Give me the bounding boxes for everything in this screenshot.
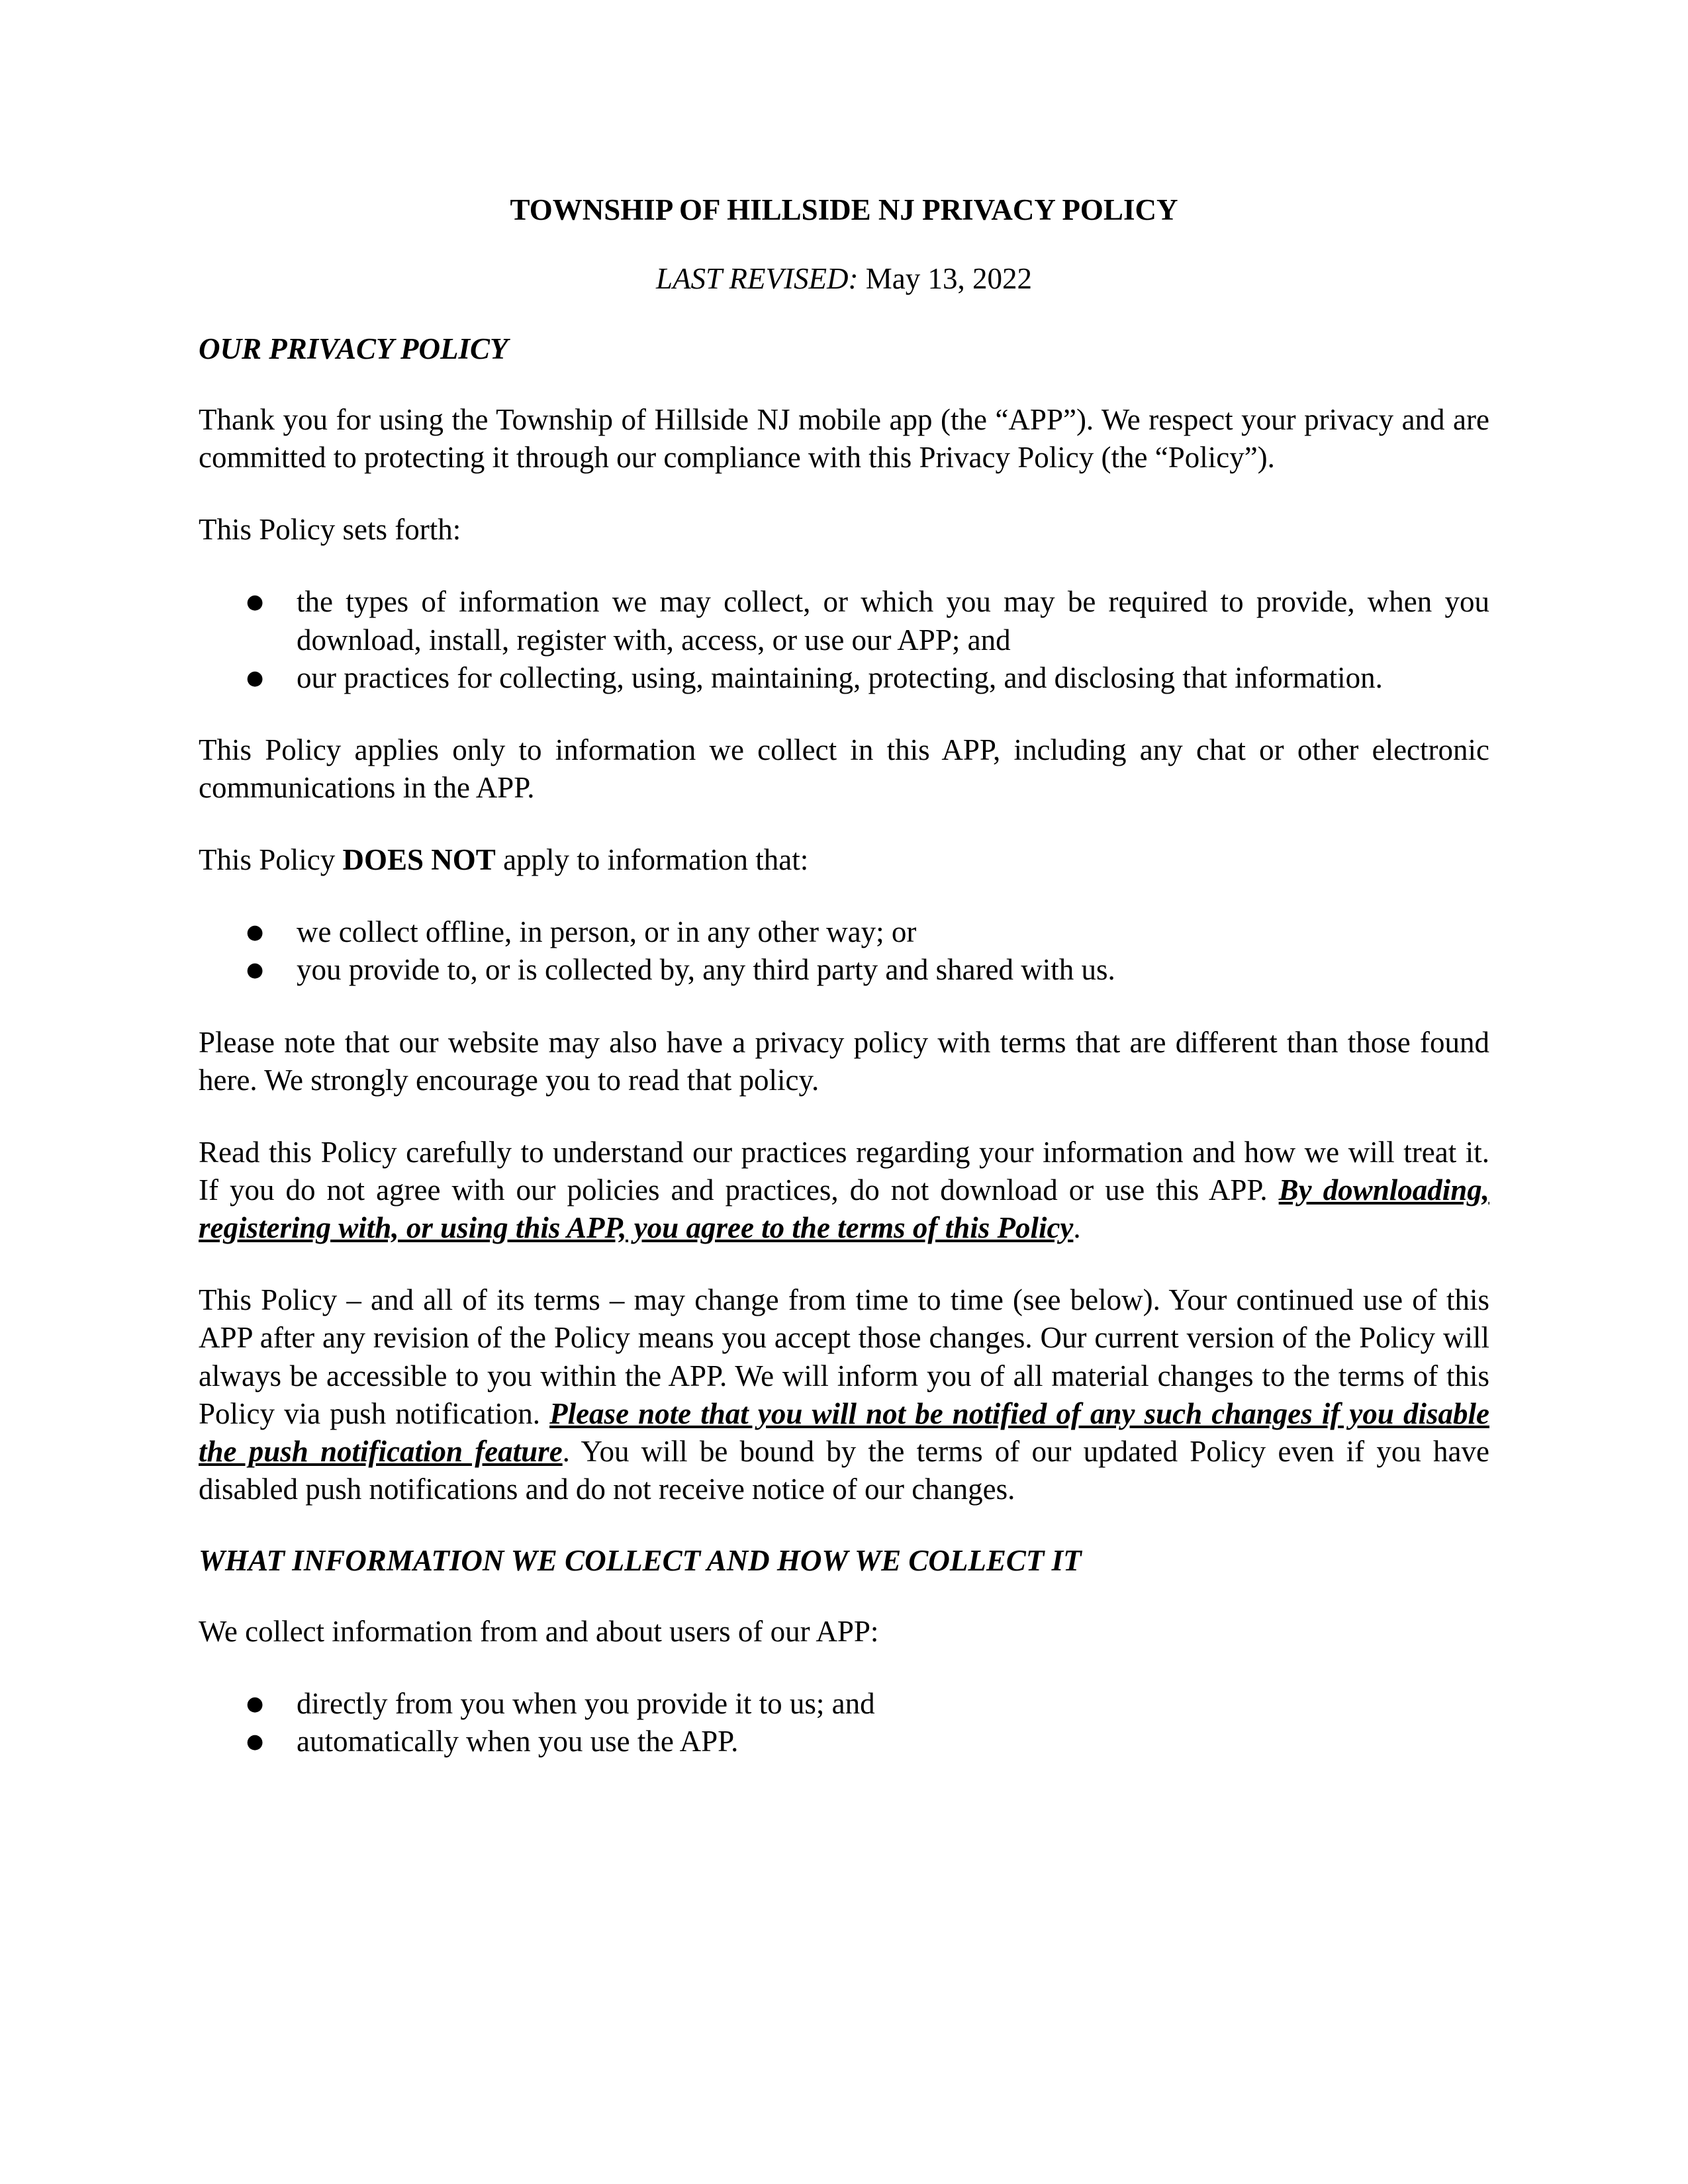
policy-changes-text: This Policy – and all of its terms – may change from time to time (see below). Your continued use of this APP after any revision of the Policy means you accept those changes. Our current version of the Policy will always be accessible to you within the APP. We will inform you of all material changes to the terms of this Policy via push notification. [199,1283,1489,1430]
last-revised-label: LAST REVISED: [656,262,859,295]
sets-forth-list [199,583,1489,696]
list-item-text: the types of information we may collect, or which you may be required to provide, when you download, install, register with, access, or use our APP; and [297,585,1489,657]
policy-changes-paragraph [199,1281,1489,1508]
does-not-apply-list [199,913,1489,989]
list-item [199,583,1489,659]
last-revised-line [199,261,1489,296]
last-revised-date: May 13, 2022 [858,262,1032,295]
read-carefully-text: Read this Policy carefully to understand our practices regarding your information and how we will treat it. If you do not agree with our policies and practices, do not download or use this APP. [199,1135,1489,1206]
push-notification-emphasis: Please note that you will not be notified of any such changes if you disable the push notification feature [199,1396,1490,1468]
list-item-text: automatically when you use the APP. [297,1725,739,1758]
collect-methods-list [199,1685,1489,1760]
bullet-icon: ● [246,1692,264,1716]
document-title: TOWNSHIP OF HILLSIDE NJ PRIVACY POLICY [510,193,1178,226]
bullet-icon: ● [246,590,264,614]
bullet-icon: ● [246,958,264,982]
read-carefully-end: . [1073,1211,1081,1245]
does-not-apply-paragraph [199,841,1489,879]
list-item [199,1685,1489,1723]
list-item [199,913,1489,951]
bullet-icon: ● [246,666,264,690]
does-not-apply-post: apply to information that: [495,843,809,877]
list-item-text: you provide to, or is collected by, any third party and shared with us. [297,953,1115,987]
bullet-icon: ● [246,921,264,944]
collect-info-heading: WHAT INFORMATION WE COLLECT AND HOW WE COLLECT IT [199,1544,1082,1578]
intro-paragraph: Thank you for using the Township of Hillside NJ mobile app (the “APP”). We respect your privacy and are committed to protecting it through our compliance with this Privacy Policy (the “Policy”). [199,403,1489,475]
list-item-text: our practices for collecting, using, maintaining, protecting, and disclosing that information. [297,660,1383,694]
list-item [199,659,1489,697]
bullet-icon: ● [246,1730,264,1754]
sets-forth-paragraph: This Policy sets forth: [199,513,461,547]
document-page [199,192,1489,1761]
list-item-text: directly from you when you provide it to us; and [297,1687,875,1721]
applies-paragraph: This Policy applies only to information we collect in this APP, including any chat or other electronic communications in the APP. [199,733,1489,804]
list-item [199,1723,1489,1760]
does-not-apply-pre: This Policy [199,843,343,877]
read-carefully-paragraph [199,1134,1489,1247]
agreement-emphasis: By downloading, registering with, or using this APP, you agree to the terms of this Policy [199,1173,1490,1245]
website-note-paragraph: Please note that our website may also have a privacy policy with terms that are different than those found here. We strongly encourage you to read that policy. [199,1025,1489,1097]
list-item-text: we collect offline, in person, or in any other way; or [297,915,917,949]
does-not-emphasis: DOES NOT [342,843,496,877]
list-item [199,951,1489,989]
collect-intro-paragraph: We collect information from and about users of our APP: [199,1615,879,1649]
privacy-policy-heading: OUR PRIVACY POLICY [199,332,508,365]
policy-changes-end: . You will be bound by the terms of our updated Policy even if you have disabled push notifications and do not receive notice of our changes. [199,1434,1489,1506]
